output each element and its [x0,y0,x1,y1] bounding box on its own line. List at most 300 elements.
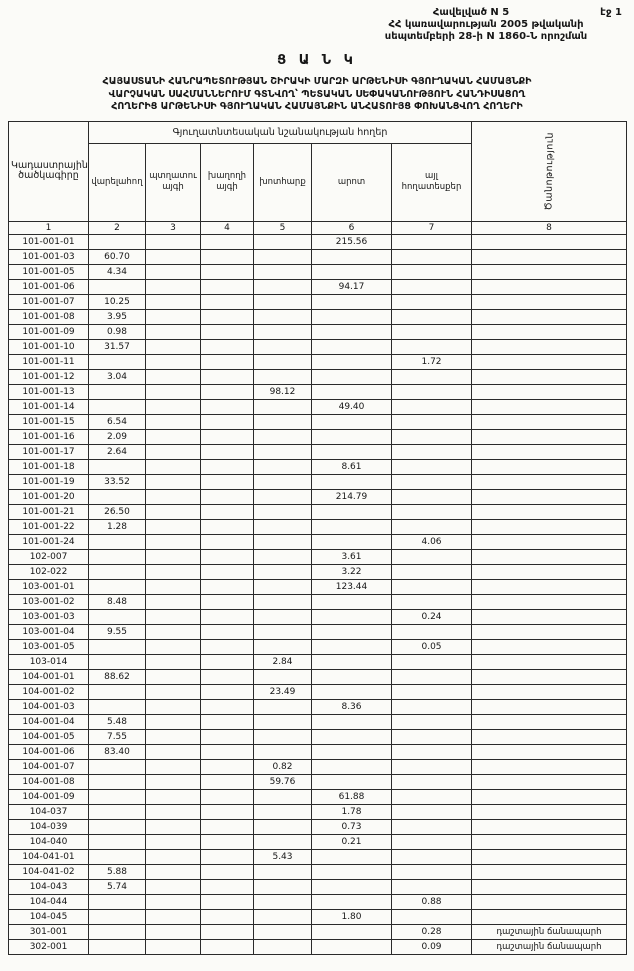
cadastral-code-cell: 101-001-18 [9,459,89,474]
area-value-cell: 5.88 [89,864,146,879]
note-cell: դաշտային ճանապարհ [472,939,627,954]
area-value-cell: 5.48 [89,714,146,729]
table-row [9,564,627,579]
cadastral-code-cell: 103-001-03 [9,609,89,624]
area-value-cell [254,639,312,654]
area-value-cell [201,564,254,579]
cadastral-code-cell: 103-001-02 [9,594,89,609]
area-value-cell [312,714,392,729]
table-row [9,729,627,744]
table-row [9,819,627,834]
area-value-cell [146,849,201,864]
area-value-cell [201,474,254,489]
area-value-cell [201,309,254,324]
area-value-cell [254,729,312,744]
area-value-cell: 61.88 [312,789,392,804]
area-value-cell [254,939,312,954]
area-value-cell [312,519,392,534]
area-value-cell: 2.84 [254,654,312,669]
note-cell [472,234,627,249]
area-value-cell [146,324,201,339]
cadastral-code-cell: 103-001-05 [9,639,89,654]
area-value-cell [201,264,254,279]
area-value-cell [254,459,312,474]
area-value-cell [392,324,472,339]
area-value-cell [312,534,392,549]
area-value-cell: 8.61 [312,459,392,474]
area-value-cell [254,294,312,309]
area-value-cell: 60.70 [89,249,146,264]
area-value-cell [201,774,254,789]
area-value-cell: 0.21 [312,834,392,849]
table-row [9,384,627,399]
note-cell [472,414,627,429]
note-cell [472,504,627,519]
area-value-cell [254,249,312,264]
area-value-cell [312,639,392,654]
area-value-cell [392,474,472,489]
decree-line-1: ՀՀ կառավարության 2005 թվականի [388,19,584,30]
area-value-cell [392,234,472,249]
cadastral-code-cell: 104-045 [9,909,89,924]
area-value-cell [201,744,254,759]
area-value-cell [392,579,472,594]
area-value-cell [392,519,472,534]
area-value-cell: 0.05 [392,639,472,654]
area-value-cell [146,609,201,624]
area-value-cell [201,444,254,459]
area-value-cell [201,699,254,714]
note-cell [472,699,627,714]
area-value-cell: 33.52 [89,474,146,489]
table-row [9,609,627,624]
area-value-cell [312,864,392,879]
area-value-cell: 0.24 [392,609,472,624]
cadastral-code-cell: 104-001-06 [9,744,89,759]
area-value-cell [89,939,146,954]
note-cell [472,654,627,669]
cadastral-code-cell: 101-001-21 [9,504,89,519]
area-value-cell [146,684,201,699]
area-value-cell [146,279,201,294]
area-value-cell [392,459,472,474]
col-number: 1 [9,221,89,234]
subtitle-line: ՀՈՂԵՐԻՑ ԱՐԹԵՆԻՍԻ ԳՅՈՒՂԱԿԱՆ ՀԱՄԱՅՆՔԻՆ ԱՆՀԱՏՈՒՅՑ ՓՈԽԱՆՑՎՈՂ ՀՈՂԵՐԻ [111,101,523,112]
area-value-cell: 59.76 [254,774,312,789]
area-value-cell [201,489,254,504]
note-cell [472,804,627,819]
agricultural-lands-group-header: Գյուղատնտեսական նշանակության հողեր [89,121,472,143]
area-value-cell [312,744,392,759]
area-value-cell [312,849,392,864]
annex-label: Հավելված N 5 [432,7,510,18]
note-cell [472,339,627,354]
area-value-cell [201,624,254,639]
area-value-cell [89,834,146,849]
area-value-cell [146,939,201,954]
table-row [9,444,627,459]
area-value-cell [254,504,312,519]
area-value-cell [254,534,312,549]
area-value-cell [89,579,146,594]
area-value-cell [254,624,312,639]
area-value-cell [89,564,146,579]
cadastral-code-cell: 101-001-14 [9,399,89,414]
area-value-cell [392,429,472,444]
area-value-cell [312,324,392,339]
note-cell [472,789,627,804]
note-cell [472,324,627,339]
area-value-cell [312,474,392,489]
cadastral-code-cell: 101-001-17 [9,444,89,459]
area-value-cell [392,699,472,714]
table-row [9,429,627,444]
note-cell [472,774,627,789]
area-value-cell: 0.98 [89,324,146,339]
note-cell [472,714,627,729]
area-value-cell [201,249,254,264]
area-value-cell [146,339,201,354]
area-value-cell [89,549,146,564]
cadastral-code-cell: 101-001-12 [9,369,89,384]
area-value-cell [201,294,254,309]
note-cell [472,459,627,474]
cadastral-code-cell: 104-037 [9,804,89,819]
cadastral-code-cell: 101-001-05 [9,264,89,279]
area-value-cell [254,414,312,429]
area-value-cell [254,744,312,759]
note-cell [472,444,627,459]
area-value-cell: 1.80 [312,909,392,924]
area-value-cell [254,339,312,354]
area-value-cell [146,534,201,549]
cadastral-code-cell: 103-001-04 [9,624,89,639]
note-cell [472,609,627,624]
subtitle-line: ՎԱՐՉԱԿԱՆ ՍԱՀՄԱՆՆԵՐՈՒՄ ԳՏՆՎՈՂ՝ ՊԵՏԱԿԱՆ ՍԵՓԱԿԱՆՈՒԹՅՈՒՆ ՀԱՆԴԻՍԱՑՈՂ [108,88,526,100]
note-cell [472,819,627,834]
note-cell [472,759,627,774]
area-value-cell [312,504,392,519]
area-value-cell [254,399,312,414]
table-row [9,804,627,819]
cadastral-code-cell: 101-001-22 [9,519,89,534]
document-title: Ց Ա Ն Կ [277,53,357,68]
area-value-cell [392,729,472,744]
col-header-arable: վարելահող [89,143,146,221]
table-row [9,849,627,864]
area-value-cell [89,804,146,819]
area-value-cell [89,774,146,789]
table-row [9,639,627,654]
area-value-cell [146,804,201,819]
subtitle-line: ՀԱՅԱՍՏԱՆԻ ՀԱՆՐԱՊԵՏՈՒԹՅԱՆ ՇԻՐԱԿԻ ՄԱՐԶԻ ԱՐԹԵՆԻՍԻ ԳՅՈՒՂԱԿԱՆ ՀԱՄԱՅՆՔԻ [102,76,532,87]
table-row [9,399,627,414]
area-value-cell [89,399,146,414]
area-value-cell [201,909,254,924]
cadastral-code-cell: 101-001-08 [9,309,89,324]
area-value-cell [312,669,392,684]
area-value-cell [392,879,472,894]
area-value-cell [201,834,254,849]
area-value-cell [146,819,201,834]
area-value-cell [254,879,312,894]
note-cell [472,834,627,849]
table-row [9,504,627,519]
table-row [9,474,627,489]
table-row [9,519,627,534]
area-value-cell [201,414,254,429]
area-value-cell [254,354,312,369]
note-cell [472,294,627,309]
area-value-cell [89,459,146,474]
area-value-cell: 7.55 [89,729,146,744]
area-value-cell [146,369,201,384]
note-cell [472,384,627,399]
area-value-cell [89,639,146,654]
area-value-cell: 9.55 [89,624,146,639]
decree-line-2: սեպտեմբերի 28-ի N 1860-Ն որոշման [384,31,588,42]
note-cell: դաշտային ճանապարհ [472,924,627,939]
area-value-cell [89,909,146,924]
table-row [9,924,627,939]
area-value-cell [392,399,472,414]
area-value-cell [201,924,254,939]
area-value-cell [201,369,254,384]
area-value-cell [201,459,254,474]
area-value-cell: 1.72 [392,354,472,369]
cadastral-code-cell: 101-001-20 [9,489,89,504]
area-value-cell: 83.40 [89,744,146,759]
col-header-orchard: պտղատու այգի [146,143,201,221]
area-value-cell [392,369,472,384]
area-value-cell [89,789,146,804]
col-number: 7 [392,221,472,234]
area-value-cell: 0.88 [392,894,472,909]
area-value-cell [312,384,392,399]
area-value-cell [201,324,254,339]
area-value-cell [392,624,472,639]
area-value-cell [392,759,472,774]
area-value-cell [392,279,472,294]
table-row [9,279,627,294]
land-parcels-table [8,121,627,955]
area-value-cell [312,894,392,909]
note-cell [472,864,627,879]
area-value-cell [254,699,312,714]
note-cell [472,579,627,594]
table-row [9,684,627,699]
note-cell [472,354,627,369]
area-value-cell: 1.78 [312,804,392,819]
note-cell [472,309,627,324]
area-value-cell [254,819,312,834]
note-cell [472,594,627,609]
area-value-cell [312,369,392,384]
area-value-cell [146,264,201,279]
area-value-cell [89,699,146,714]
area-value-cell [392,384,472,399]
area-value-cell [89,894,146,909]
note-header [472,121,627,221]
col-number: 8 [472,221,627,234]
area-value-cell [201,639,254,654]
area-value-cell [201,534,254,549]
area-value-cell [392,564,472,579]
col-header-vineyard: խաղողի այգի [201,143,254,221]
area-value-cell [201,939,254,954]
area-value-cell [201,819,254,834]
area-value-cell [392,684,472,699]
area-value-cell [254,549,312,564]
area-value-cell [201,384,254,399]
area-value-cell [201,894,254,909]
area-value-cell [201,789,254,804]
area-value-cell [312,339,392,354]
area-value-cell [146,879,201,894]
area-value-cell [392,294,472,309]
area-value-cell [312,309,392,324]
col-header-hayfield: խոտհարք [254,143,312,221]
area-value-cell [146,594,201,609]
table-row [9,339,627,354]
area-value-cell [146,489,201,504]
area-value-cell: 0.09 [392,939,472,954]
area-value-cell: 5.74 [89,879,146,894]
area-value-cell [201,759,254,774]
area-value-cell [201,354,254,369]
col-number: 6 [312,221,392,234]
note-cell [472,534,627,549]
area-value-cell [392,864,472,879]
area-value-cell [89,654,146,669]
cadastral-code-cell: 101-001-01 [9,234,89,249]
table-row [9,414,627,429]
table-row [9,594,627,609]
area-value-cell: 49.40 [312,399,392,414]
area-value-cell [392,444,472,459]
area-value-cell [146,894,201,909]
area-value-cell [89,759,146,774]
area-value-cell [312,294,392,309]
note-cell [472,624,627,639]
area-value-cell [146,654,201,669]
annex-header-line1 [350,7,622,19]
area-value-cell [146,909,201,924]
area-value-cell [201,609,254,624]
table-row [9,759,627,774]
cadastral-code-cell: 101-001-13 [9,384,89,399]
area-value-cell [254,279,312,294]
table-header-number-row [9,221,627,234]
area-value-cell [201,849,254,864]
cadastral-code-cell: 104-001-04 [9,714,89,729]
area-value-cell [146,519,201,534]
area-value-cell [392,504,472,519]
note-cell [472,849,627,864]
table-row [9,744,627,759]
cadastral-code-cell: 104-041-01 [9,849,89,864]
area-value-cell [146,699,201,714]
area-value-cell [392,849,472,864]
area-value-cell [201,429,254,444]
page-number: էջ 1 [600,7,622,18]
area-value-cell [201,279,254,294]
area-value-cell: 94.17 [312,279,392,294]
area-value-cell [146,669,201,684]
table-row [9,324,627,339]
table-row [9,369,627,384]
area-value-cell [254,474,312,489]
area-value-cell: 4.34 [89,264,146,279]
area-value-cell [312,609,392,624]
area-value-cell [201,654,254,669]
cadastral-code-header: Կադաստրային ծածկագիրը [9,121,89,221]
cadastral-code-cell: 104-001-03 [9,699,89,714]
note-cell [472,639,627,654]
note-cell [472,744,627,759]
area-value-cell [146,354,201,369]
col-header-other-lands: այլ հողատեսքեր [392,143,472,221]
area-value-cell [89,384,146,399]
table-row [9,909,627,924]
cadastral-code-cell: 301-001 [9,924,89,939]
area-value-cell [392,819,472,834]
area-value-cell [146,624,201,639]
note-cell [472,879,627,894]
table-row [9,249,627,264]
area-value-cell [392,549,472,564]
table-row [9,354,627,369]
area-value-cell [254,579,312,594]
col-header-pasture: արոտ [312,143,392,221]
area-value-cell [146,759,201,774]
area-value-cell [254,444,312,459]
area-value-cell [312,354,392,369]
area-value-cell [89,924,146,939]
area-value-cell: 6.54 [89,414,146,429]
area-value-cell [201,684,254,699]
area-value-cell [312,249,392,264]
area-value-cell [201,339,254,354]
area-value-cell [146,429,201,444]
area-value-cell [201,669,254,684]
table-header-group-row [9,121,627,143]
area-value-cell [146,744,201,759]
area-value-cell: 214.79 [312,489,392,504]
area-value-cell [201,729,254,744]
area-value-cell: 8.48 [89,594,146,609]
area-value-cell [392,414,472,429]
area-value-cell [254,564,312,579]
note-cell [472,894,627,909]
area-value-cell [146,864,201,879]
table-row [9,294,627,309]
area-value-cell [392,264,472,279]
note-cell [472,729,627,744]
cadastral-code-cell: 104-040 [9,834,89,849]
area-value-cell [392,654,472,669]
cadastral-code-cell: 101-001-24 [9,534,89,549]
area-value-cell [312,444,392,459]
area-value-cell: 0.73 [312,819,392,834]
area-value-cell [254,804,312,819]
table-row [9,624,627,639]
cadastral-code-cell: 101-001-07 [9,294,89,309]
col-number: 3 [146,221,201,234]
area-value-cell [312,594,392,609]
area-value-cell [392,744,472,759]
note-cell [472,264,627,279]
